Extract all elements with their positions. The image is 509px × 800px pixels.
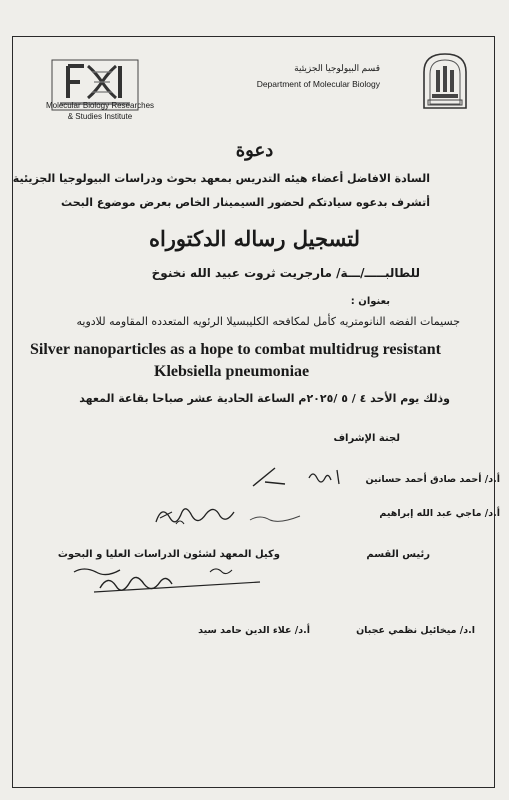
- institute-name-line2: & Studies Institute: [67, 112, 133, 121]
- head-of-department-name: ا.د/ ميخائيل نظمي عجبان: [356, 625, 475, 636]
- invite-text-line: أتشرف بدعوه سيادتكم لحضور السيمينار الخاص بعرض موضوع البحث: [61, 196, 430, 209]
- department-name-english: Department of Molecular Biology: [256, 79, 380, 89]
- institute-name-line1: Molecular Biology Researches: [45, 101, 155, 110]
- thesis-title-english-line2: Klebsiella pneumoniae: [154, 363, 310, 380]
- student-name: للطالبـــــ/ـــة/ مارجريت ثروت عبيد الله نخنوخ: [151, 266, 420, 280]
- thesis-title-english-line1: Silver nanoparticles as a hope to combat multidrug resistant: [30, 341, 441, 358]
- university-seal-icon: [418, 50, 472, 112]
- signature-member-2: [150, 498, 310, 530]
- vice-dean-name: أ.د/ علاء الدين حامد سيد: [198, 625, 310, 636]
- invitation-heading: دعوة: [235, 140, 274, 161]
- signature-member-1: [245, 462, 355, 492]
- department-name-arabic: قسم البيولوجيا الجزيئية: [294, 63, 380, 73]
- vice-dean-title: وكيل المعهد لشئون الدراسات العليا و البحوث: [57, 549, 280, 560]
- signature-vice-dean: [30, 562, 270, 606]
- seminar-title: لتسجيل رساله الدكتوراه: [148, 226, 361, 251]
- committee-member-1: أ.د/ أحمد صادق أحمد حسانين: [365, 474, 500, 485]
- head-of-department-title: رئيس القسم: [366, 549, 430, 560]
- subject-label: بعنوان :: [350, 296, 390, 307]
- addressee-line: السادة الافاضل أعضاء هيئه التدريس بمعهد بحوث ودراسات البيولوجيا الجزيئية: [12, 172, 430, 185]
- thesis-title-arabic: جسيمات الفضه النانومتريه كأمل لمكافحه الكليبسيلا الرئويه المتعدده المقاومه للادويه: [76, 315, 460, 328]
- committee-label: لجنة الإشراف: [333, 433, 400, 444]
- committee-member-2: أ.د/ ماجي عبد الله إبراهيم: [379, 508, 500, 519]
- thesis-title-english: [30, 341, 490, 381]
- institute-name: [40, 100, 160, 122]
- date-time-line: وذلك يوم الأحد ٤ / ٥ /٢٠٢٥م الساعة الحادية عشر صباحا بقاعة المعهد: [79, 392, 450, 405]
